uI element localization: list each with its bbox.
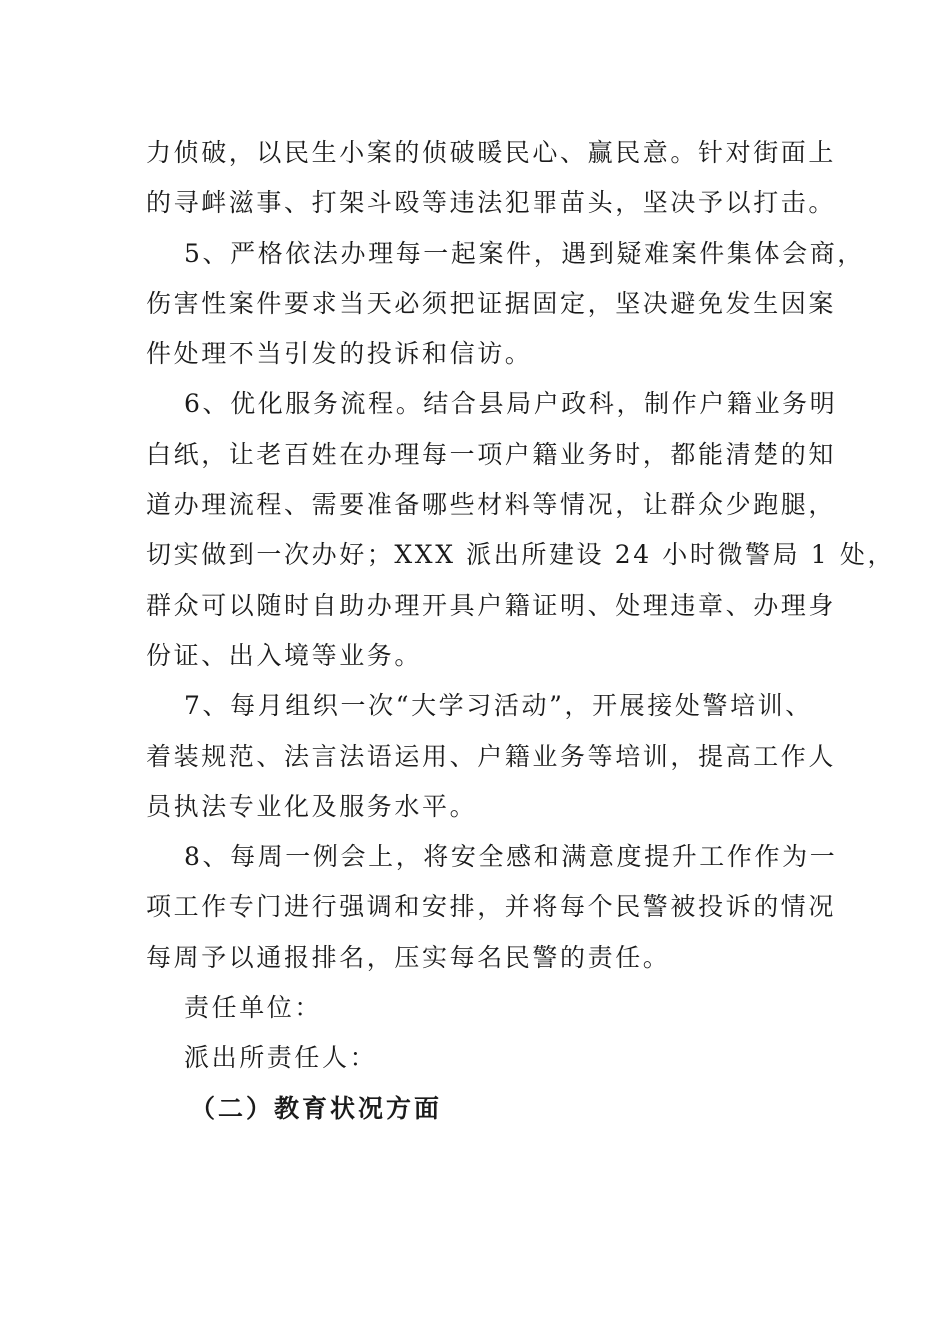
paragraph-line: 切实做到一次办好；XXX 派出所建设 24 小时微警局 1 处， (146, 540, 896, 570)
paragraph-line: 着装规范、法言法语运用、户籍业务等培训，提高工作人 (146, 741, 837, 771)
paragraph-line: 道办理流程、需要准备哪些材料等情况，让群众少跑腿， (146, 490, 837, 520)
section-heading: （二）教育状况方面 (190, 1093, 443, 1123)
paragraph-line: 伤害性案件要求当天必须把证据固定，坚决避免发生因案 (146, 288, 837, 318)
document-body (146, 128, 896, 1134)
paragraph-line: 6、优化服务流程。结合县局户政科，制作户籍业务明 (184, 389, 838, 419)
paragraph-line: 白纸，让老百姓在办理每一项户籍业务时，都能清楚的知 (146, 439, 837, 469)
paragraph-line: 件处理不当引发的投诉和信访。 (146, 339, 533, 369)
paragraph-line: 力侦破，以民生小案的侦破暖民心、赢民意。针对街面上 (146, 138, 837, 167)
paragraph-line: 份证、出入境等业务。 (146, 640, 423, 670)
paragraph-line: 员执法专业化及服务水平。 (146, 791, 478, 821)
paragraph-line: 每周予以通报排名，压实每名民警的责任。 (146, 942, 671, 972)
paragraph-line: 5、严格依法办理每一起案件，遇到疑难案件集体会商， (184, 238, 865, 268)
responsible-person-label: 派出所责任人： (184, 1043, 378, 1073)
paragraph-line: 的寻衅滋事、打架斗殴等违法犯罪苗头，坚决予以打击。 (146, 188, 837, 218)
responsible-unit-label: 责任单位： (184, 993, 323, 1023)
paragraph-line: 群众可以随时自助办理开具户籍证明、处理违章、办理身 (146, 590, 837, 620)
paragraph-line: 8、每周一例会上，将安全感和满意度提升工作作为一 (184, 842, 838, 872)
paragraph-line: 7、每月组织一次“大学习活动”，开展接处警培训、 (184, 691, 813, 721)
paragraph-line: 项工作专门进行强调和安排，并将每个民警被投诉的情况 (146, 892, 837, 922)
